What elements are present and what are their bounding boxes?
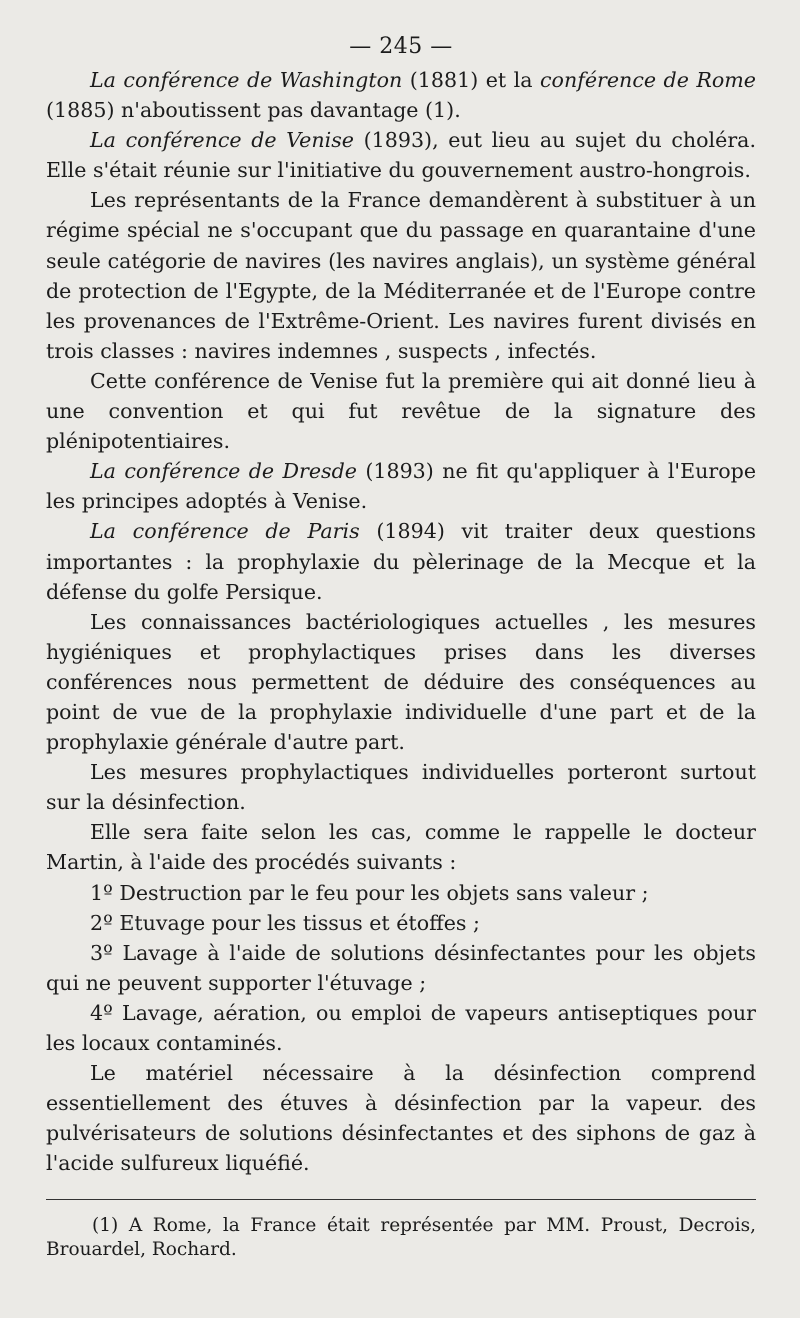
text-span: 4º Lavage, aération, ou emploi de vapeurs antiseptiques pour les locaux contaminés. [46, 1000, 756, 1055]
text-span: (1881) et la [402, 68, 541, 92]
list-item [46, 938, 756, 998]
paragraph [46, 757, 756, 817]
paragraph [46, 185, 756, 366]
paragraph [46, 1058, 756, 1178]
text-span: 3º Lavage à l'aide de solutions désinfectantes pour les objets qui ne peuvent supporter l'étuvage ; [46, 940, 756, 995]
page-number: — 245 — [349, 34, 453, 59]
body-text [46, 65, 756, 1178]
text-span: (1885) n'aboutissent pas davantage (1). [46, 98, 461, 123]
paragraph [46, 607, 756, 757]
text-span: 2º Etuvage pour les tissus et étoffes ; [90, 910, 480, 935]
text-span: Elle sera faite selon les cas, comme le rappelle le docteur Martin, à l'aide des procédés suivants : [46, 820, 756, 875]
paragraph [46, 65, 756, 125]
italic-span: conférence de Rome [540, 68, 756, 92]
text-span: (1893), eut lieu au sujet du choléra. Elle s'était réunie sur l'initiative du gouvernement austro-hongrois. [46, 128, 756, 183]
footnote-divider [46, 1199, 756, 1200]
text-span: Les représentants de la France demandèrent à substituer à un régime spécial ne s'occupant que du passage en quarantaine d'une seule catégorie de navires (les navires anglais), un système général de protection de l'Egypte, de la Méditerranée et de l'Europe contre les provenances de l'Extrême-Orient. Les navires furent divisés en trois classes : navires indemnes , suspects , infectés. [46, 188, 756, 363]
italic-span: La conférence de Washington [90, 68, 403, 92]
italic-span: La conférence de Venise [90, 128, 354, 153]
paragraph [46, 366, 756, 456]
text-span: Les mesures prophylactiques individuelles porteront surtout sur la désinfection. [46, 760, 756, 815]
list-item [46, 908, 756, 938]
text-span: (1894) vit traiter deux questions importantes : la prophylaxie du pèlerinage de la Mecque et la défense du golfe Persique. [46, 519, 756, 604]
paragraph [46, 456, 756, 516]
list-item [46, 878, 756, 908]
paragraph [46, 516, 756, 606]
footnote-text: (1) A Rome, la France était représentée par MM. Proust, Decrois, Brouardel, Rochard. [46, 1215, 756, 1261]
italic-span: La conférence de Dresde [90, 459, 357, 484]
text-span: Les connaissances bactériologiques actuelles , les mesures hygiéniques et prophylactiques prises dans les diverses conférences nous permettent de déduire des conséquences au point de vue de la prophylaxie individuelle d'une part et de la prophylaxie générale d'autre part. [46, 609, 756, 755]
paragraph [46, 817, 756, 877]
text-span: Le matériel nécessaire à la désinfection comprend essentiellement des étuves à désinfection par la vapeur. des pulvérisateurs de solutions désinfectantes et des siphons de gaz à l'acide sulfureux liquéfié. [46, 1061, 756, 1176]
paragraph [46, 125, 756, 185]
text-span: 1º Destruction par le feu pour les objets sans valeur ; [90, 880, 649, 905]
list-item [46, 998, 756, 1058]
italic-span: La conférence de Paris [90, 519, 360, 544]
footnote [46, 1214, 756, 1262]
text-span: (1893) ne fit qu'appliquer à l'Europe les principes adoptés à Venise. [46, 459, 757, 514]
text-span: Cette conférence de Venise fut la première qui ait donné lieu à une convention et qui fut revêtue de la signature des plénipotentiaires. [46, 368, 756, 454]
